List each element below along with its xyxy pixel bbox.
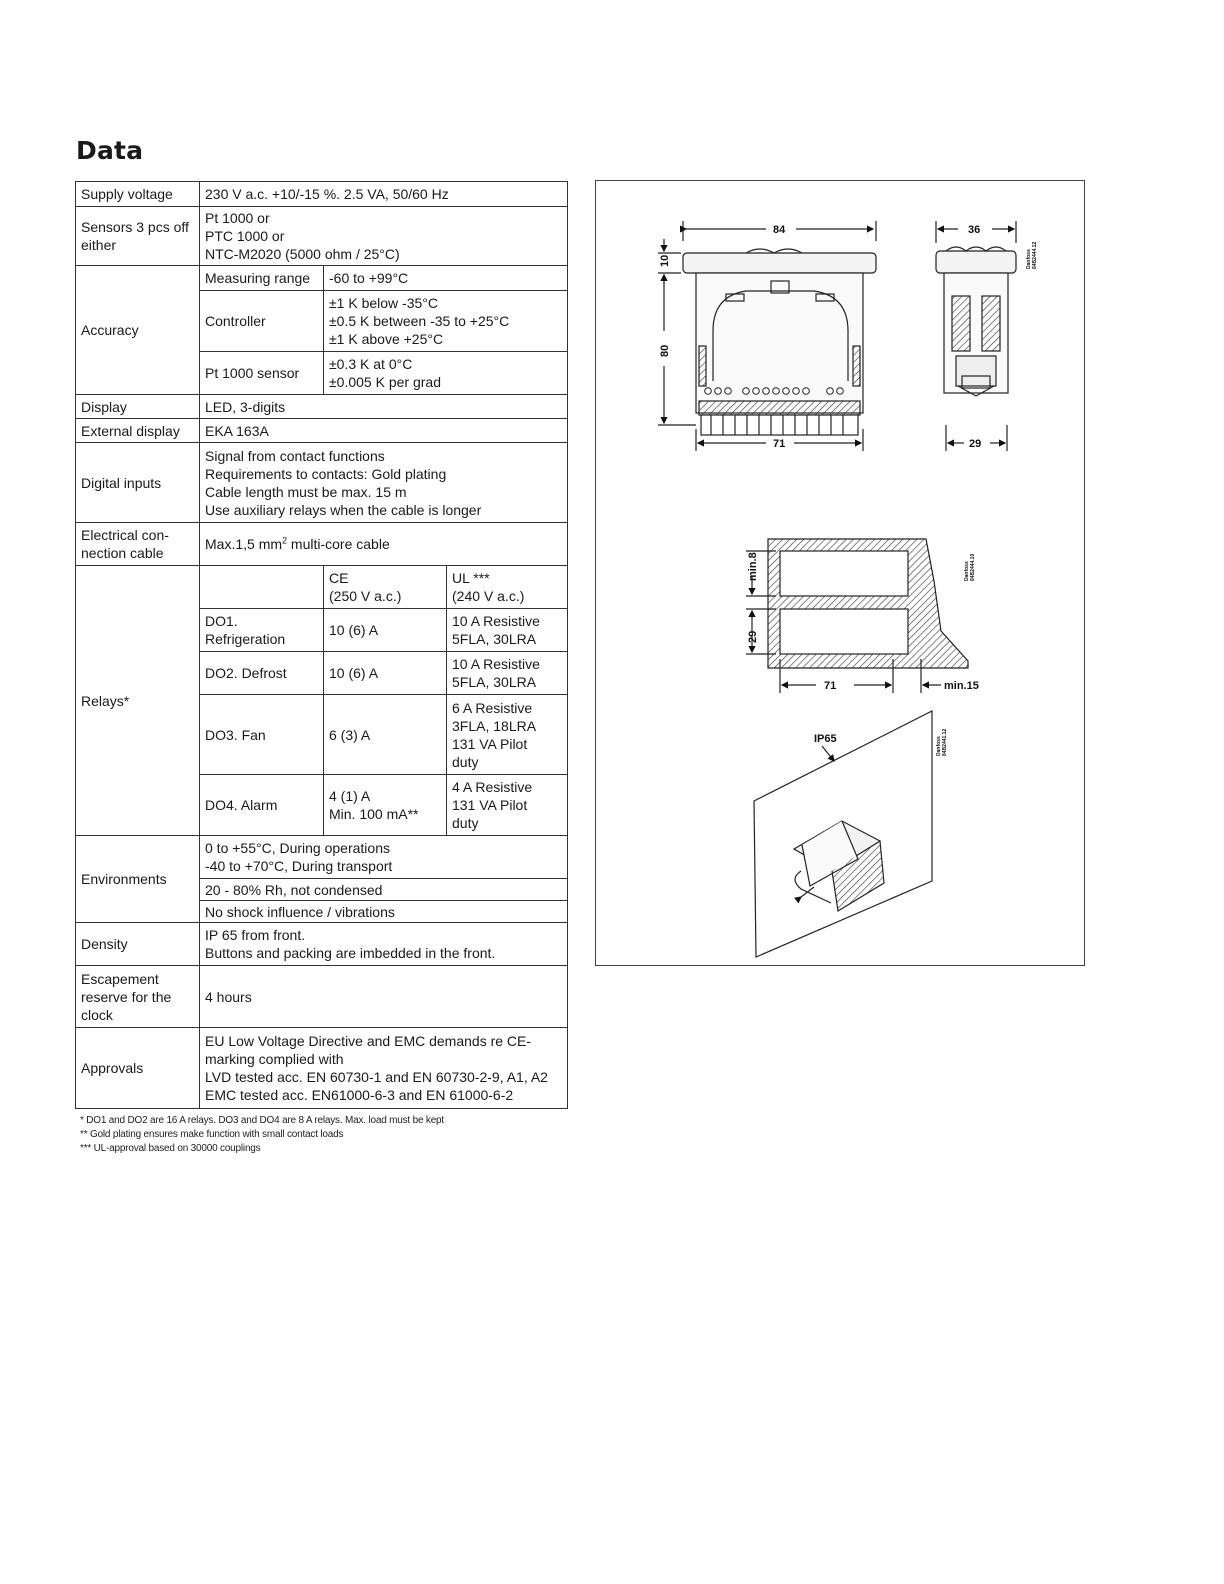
footnotes	[80, 1114, 444, 1156]
controller-value: ±1 K below -35°C ±0.5 K between -35 to +25°C ±1 K above +25°C	[324, 291, 568, 352]
table-row	[76, 966, 568, 1028]
relay-ul: 10 A Resistive 5FLA, 30LRA	[447, 652, 568, 695]
ip-rating-label: IP65	[814, 733, 837, 745]
relay-name: DO3. Fan	[200, 695, 324, 775]
page-title: Data	[76, 136, 144, 165]
relay-ul: 6 A Resistive 3FLA, 18LRA 131 VA Pilot duty	[447, 695, 568, 775]
table-row	[76, 443, 568, 523]
table-row	[76, 395, 568, 419]
escapement-label: Escapement reserve for the clock	[76, 966, 200, 1028]
cable-value-sup: 2	[282, 535, 288, 546]
side-view-drawing	[936, 221, 1016, 451]
relays-label: Relays*	[76, 566, 200, 836]
cutout-29: 29	[747, 630, 759, 643]
drawing-code-brand: Danfoss	[1026, 249, 1032, 269]
electrical-cable-value	[200, 523, 568, 566]
drawing-code: 84B2441.12	[942, 728, 948, 756]
approvals-value: EU Low Voltage Directive and EMC demands re CE- marking complied with LVD tested acc. EN 60730-1 and EN 60730-2-9, A1, A2 EMC tested acc. EN61000-6-3 and EN 61000-6-2	[200, 1028, 568, 1109]
environments-temp: 0 to +55°C, During operations -40 to +70°C, During transport	[200, 836, 568, 879]
measuring-range-label: Measuring range	[200, 266, 324, 291]
cable-value-tail: multi-core cable	[287, 536, 390, 552]
relay-ul: 10 A Resistive 5FLA, 30LRA	[447, 609, 568, 652]
approvals-label: Approvals	[76, 1028, 200, 1109]
drawing-code: 84B2444.12	[1032, 241, 1038, 269]
accuracy-label: Accuracy	[76, 266, 200, 395]
table-row	[76, 182, 568, 207]
relay-ce: 10 (6) A	[324, 609, 447, 652]
display-value: LED, 3-digits	[200, 395, 568, 419]
density-value: IP 65 from front. Buttons and packing are imbedded in the front.	[200, 923, 568, 966]
relays-col-ul: UL *** (240 V a.c.)	[447, 566, 568, 609]
density-label: Density	[76, 923, 200, 966]
footnote: ** Gold plating ensures make function with small contact loads	[80, 1129, 344, 1140]
front-view-drawing	[658, 221, 876, 451]
footnote: *** UL-approval based on 30000 couplings	[80, 1143, 261, 1154]
dim-36: 36	[968, 224, 981, 236]
dim-10: 10	[659, 254, 671, 267]
pt1000-label: Pt 1000 sensor	[200, 352, 324, 395]
relay-ce: 6 (3) A	[324, 695, 447, 775]
display-label: Display	[76, 395, 200, 419]
digital-inputs-label: Digital inputs	[76, 443, 200, 523]
table-row	[76, 523, 568, 566]
dim-80: 80	[659, 344, 671, 357]
table-row	[76, 923, 568, 966]
table-row	[76, 207, 568, 266]
table-row	[76, 266, 568, 291]
external-display-label: External display	[76, 419, 200, 443]
drawing-code-brand: Danfoss	[936, 736, 942, 756]
relay-ce: 10 (6) A	[324, 652, 447, 695]
dim-84: 84	[773, 224, 786, 236]
panel-cutout-drawing	[746, 539, 968, 693]
supply-voltage-label: Supply voltage	[76, 182, 200, 207]
cable-value-main: Max.1,5 mm	[205, 536, 283, 552]
drawing-code: 84B2444.10	[970, 553, 976, 581]
mounting-isometric-drawing	[754, 711, 932, 957]
escapement-value: 4 hours	[200, 966, 568, 1028]
relay-ce: 4 (1) A Min. 100 mA**	[324, 775, 447, 836]
supply-voltage-value: 230 V a.c. +10/-15 %. 2.5 VA, 50/60 Hz	[200, 182, 568, 207]
dim-29: 29	[969, 438, 982, 450]
drawing-code-brand: Danfoss	[964, 561, 970, 581]
digital-inputs-value: Signal from contact functions Requirements to contacts: Gold plating Cable length must be max. 15 m Use auxiliary relays when the cable is longer	[200, 443, 568, 523]
external-display-value: EKA 163A	[200, 419, 568, 443]
environments-label: Environments	[76, 836, 200, 923]
electrical-cable-label: Electrical con- nection cable	[76, 523, 200, 566]
environments-shock: No shock influence / vibrations	[200, 901, 568, 923]
cutout-71: 71	[824, 680, 837, 692]
sensors-value: Pt 1000 or PTC 1000 or NTC-M2020 (5000 ohm / 25°C)	[200, 207, 568, 266]
relays-col-ce: CE (250 V a.c.)	[324, 566, 447, 609]
data-table	[75, 181, 568, 1109]
pt1000-value: ±0.3 K at 0°C ±0.005 K per grad	[324, 352, 568, 395]
relay-name: DO4. Alarm	[200, 775, 324, 836]
footnote: * DO1 and DO2 are 16 A relays. DO3 and DO4 are 8 A relays. Max. load must be kept	[80, 1115, 444, 1126]
sensors-label: Sensors 3 pcs off either	[76, 207, 200, 266]
dimension-drawing-panel	[595, 180, 1085, 966]
table-row	[76, 1028, 568, 1109]
cutout-min15: min.15	[944, 680, 979, 692]
relays-header-blank	[200, 566, 324, 609]
measuring-range-value: -60 to +99°C	[324, 266, 568, 291]
relay-name: DO1. Refrigeration	[200, 609, 324, 652]
relay-name: DO2. Defrost	[200, 652, 324, 695]
controller-label: Controller	[200, 291, 324, 352]
table-row	[76, 836, 568, 879]
dim-71: 71	[773, 438, 786, 450]
table-row	[76, 419, 568, 443]
relay-ul: 4 A Resistive 131 VA Pilot duty	[447, 775, 568, 836]
table-row	[76, 566, 568, 609]
cutout-min8: min.8	[747, 552, 759, 581]
environments-humidity: 20 - 80% Rh, not condensed	[200, 879, 568, 901]
dimension-drawings	[596, 181, 1086, 967]
